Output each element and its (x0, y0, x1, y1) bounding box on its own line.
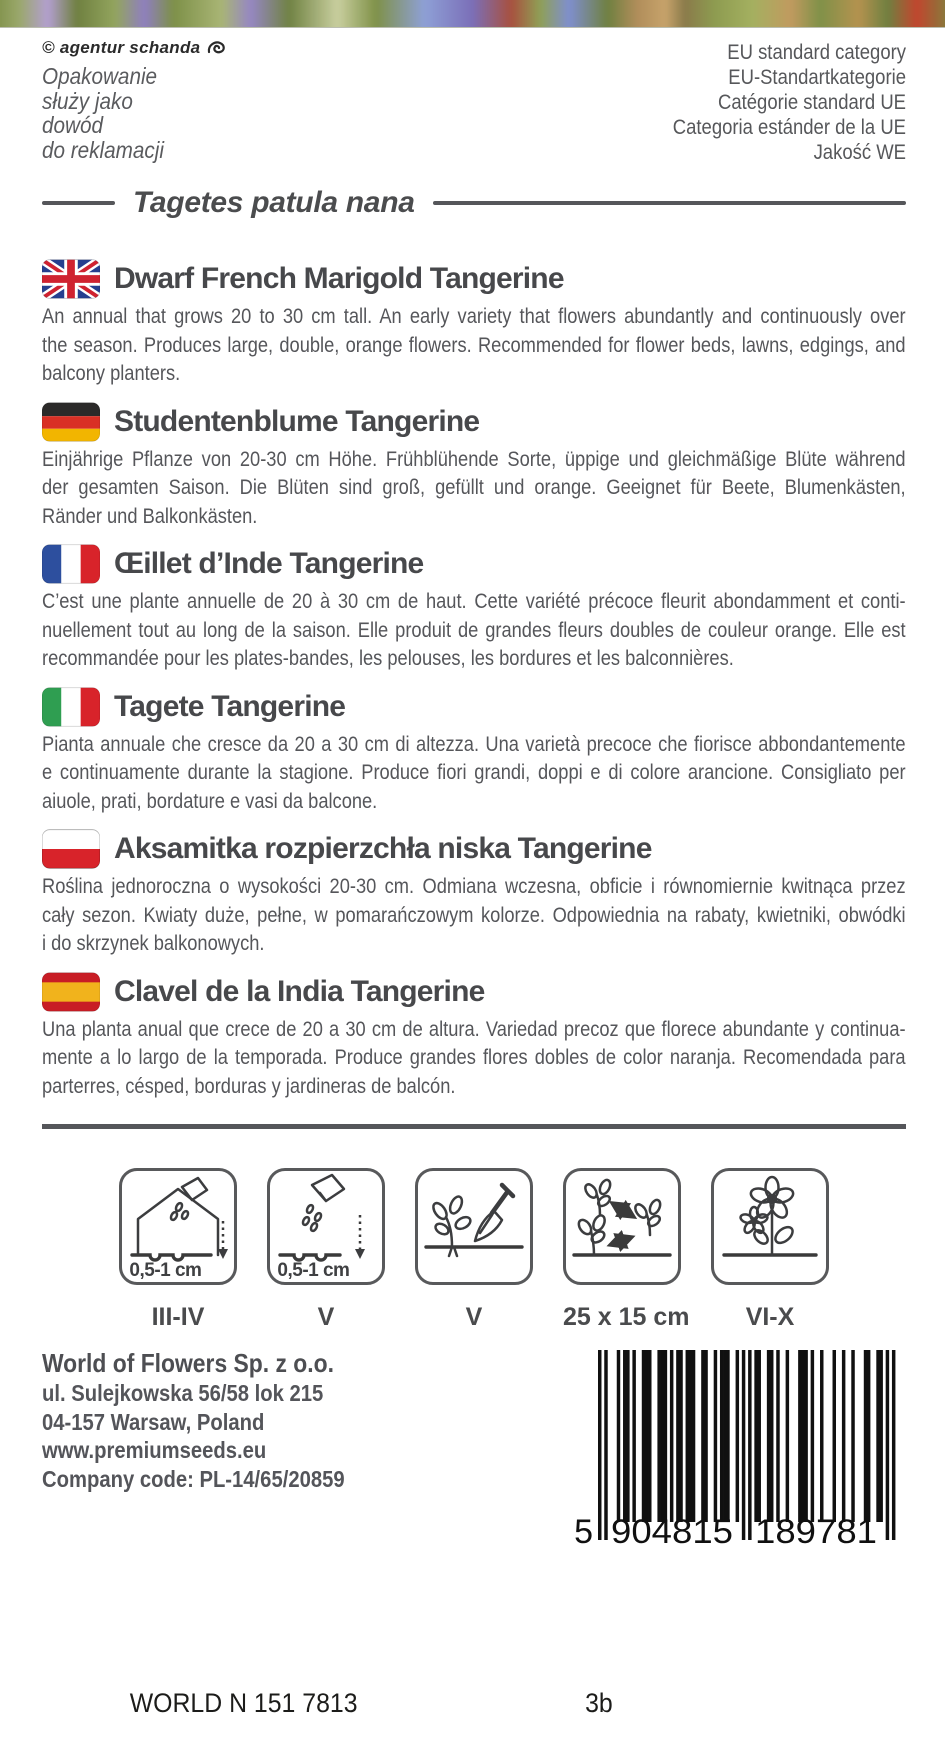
species-title-row (42, 186, 906, 220)
section-description (42, 1015, 906, 1101)
pictogram-label: 25 x 15 cm (563, 1303, 690, 1331)
flag-united-kingdom-icon (42, 259, 100, 299)
description-line: C’est une plante annuelle de 20 à 30 cm de haut. Cette variété précoce fleurit abondamment et conti- (42, 589, 906, 613)
species-title: Tagetes patula nana (133, 186, 415, 219)
section-french (42, 535, 906, 673)
section-divider-rule (42, 1124, 906, 1129)
section-english (42, 250, 906, 388)
packaging-claim (42, 64, 164, 162)
sowing-depth-label: 0,5-1 cm (129, 1260, 202, 1281)
claim-line: Opakowanie (42, 63, 158, 89)
section-spanish (42, 963, 906, 1101)
plant-spacing-icon (566, 1171, 678, 1282)
description-line: Roślina jednoroczna o wysokości 20-30 cm. Odmiana wczesna, obficie i równomiernie kwitnąca przez (42, 874, 906, 898)
section-description (42, 302, 906, 388)
flag-germany-icon (42, 402, 100, 442)
description-line: recommandée pour les plates-bandes, les pelouses, les bordures et les balconnières. (42, 646, 734, 670)
company-name: World of Flowers Sp. z o.o. (42, 1348, 334, 1378)
company-code: Company code: PL-14/65/20859 (42, 1465, 345, 1492)
company-street: ul. Sulejkowska 56/58 lok 215 (42, 1380, 324, 1406)
description-line: parterres, césped, borduras y jardineras de balcón. (42, 1073, 456, 1098)
section-heading: Dwarf French Marigold Tangerine (114, 262, 564, 295)
description-line: e continuamente durante la stagione. Produce fiori grandi, doppi e di colore arancione. Consigliato per (42, 760, 906, 784)
batch-number: WORLD N 151 7813 (129, 1688, 358, 1718)
section-heading: Aksamitka rozpierzchła niska Tangerine (114, 832, 652, 865)
company-address-block (42, 1348, 345, 1493)
eu-category-line: EU standard category (727, 41, 906, 64)
description-line: Pianta annuale che cresce da 20 a 30 cm di altezza. Una varietà precoce che fiorisce abbondantemente (42, 731, 906, 756)
svg-text:189781: 189781 (755, 1513, 877, 1545)
eu-category-line: Categoria estánder de la UE (672, 116, 906, 139)
pictogram-transplant (415, 1168, 533, 1285)
title-rule-left (42, 201, 115, 206)
pictogram-labels (0, 1303, 829, 1332)
ean13-barcode (563, 1350, 903, 1545)
title-rule-right (433, 201, 906, 206)
description-line: the season. Produces large, double, orange flowers. Recommended for flower beds, lawns, edgings, and (42, 332, 906, 357)
flowering-period-icon (714, 1171, 826, 1282)
sowing-depth-label: 0,5-1 cm (277, 1260, 350, 1281)
section-description (42, 445, 906, 531)
pictogram-plant-spacing (563, 1168, 681, 1285)
swirl-icon (206, 39, 228, 57)
print-code: 3b (585, 1688, 613, 1718)
section-heading: Œillet d’Inde Tangerine (114, 547, 424, 580)
description-line: aiuole, prati, bordature e vasi da balcone. (42, 788, 378, 813)
description-line: balcony planters. (42, 361, 181, 385)
pictogram-sow-under-cover (119, 1168, 237, 1285)
claim-line: do reklamacji (42, 136, 164, 163)
section-german (42, 393, 906, 531)
description-line: nuellement tout au long de la saison. Elle produit de grandes fleurs doubles de couleur orange. Elle est (42, 617, 906, 642)
company-city: 04-157 Warsaw, Poland (42, 1408, 265, 1435)
section-heading: Clavel de la India Tangerine (114, 974, 485, 1008)
language-sections (42, 250, 906, 1105)
description-line: cały sezon. Kwiaty duże, pełne, w pomarańczowym kolorze. Odpowiednia na rabaty, kwietniki, obwódki (42, 902, 906, 927)
flag-spain-icon (42, 972, 100, 1012)
pictogram-label: V (317, 1303, 335, 1331)
section-description (42, 872, 906, 958)
sowing-pictograms (0, 1168, 829, 1285)
description-line: Einjährige Pflanze von 20-30 cm Höhe. Frühblühende Sorte, üppige und gleichmäßige Blüte während (42, 446, 906, 471)
agency-logo-text: © agentur schanda (42, 38, 201, 57)
section-heading: Tagete Tangerine (114, 689, 346, 723)
claim-line: służy jako (42, 87, 133, 114)
eu-category-block (673, 40, 906, 165)
pictogram-label: VI-X (745, 1303, 795, 1331)
company-website: www.premiumseeds.eu (42, 1437, 267, 1463)
pictogram-label: III-IV (151, 1303, 205, 1331)
claim-line: dowód (42, 112, 104, 138)
description-line: Ränder und Balkonkästen. (42, 503, 258, 528)
description-line: mente a lo largo de la temporada. Produce grandes flores dobles de color naranja. Recomendada para (42, 1045, 906, 1069)
description-line: der gesamten Saison. Die Blüten sind groß, gefüllt und orange. Geeignet für Beete, Blumenkästen, (42, 475, 906, 499)
transplant-icon (418, 1171, 530, 1282)
agency-logo (42, 38, 228, 58)
section-description (42, 587, 906, 673)
section-description (42, 730, 906, 816)
pictogram-flowering-period (711, 1168, 829, 1285)
eu-category-line: EU-Standartkategorie (728, 66, 906, 89)
description-line: Una planta anual que crece de 20 a 30 cm de altura. Variedad precoz que florece abundante y continua- (42, 1016, 906, 1041)
section-italian (42, 678, 906, 816)
pictogram-sow-outdoors (267, 1168, 385, 1285)
description-line: An annual that grows 20 to 30 cm tall. An early variety that flowers abundantly and continuously over (42, 304, 906, 328)
photo-strip (0, 0, 945, 28)
svg-text:5: 5 (574, 1513, 593, 1545)
flag-france-icon (42, 544, 100, 584)
eu-category-line: Catégorie standard UE (718, 91, 906, 114)
svg-text:904815: 904815 (611, 1513, 733, 1545)
eu-category-line: Jakość WE (813, 141, 906, 164)
description-line: i do skrzynek balkonowych. (42, 931, 265, 955)
section-polish (42, 820, 906, 958)
pictogram-label: V (465, 1303, 483, 1331)
section-heading: Studentenblume Tangerine (114, 404, 480, 438)
flag-italy-icon (42, 687, 100, 727)
flag-poland-icon (42, 829, 100, 869)
